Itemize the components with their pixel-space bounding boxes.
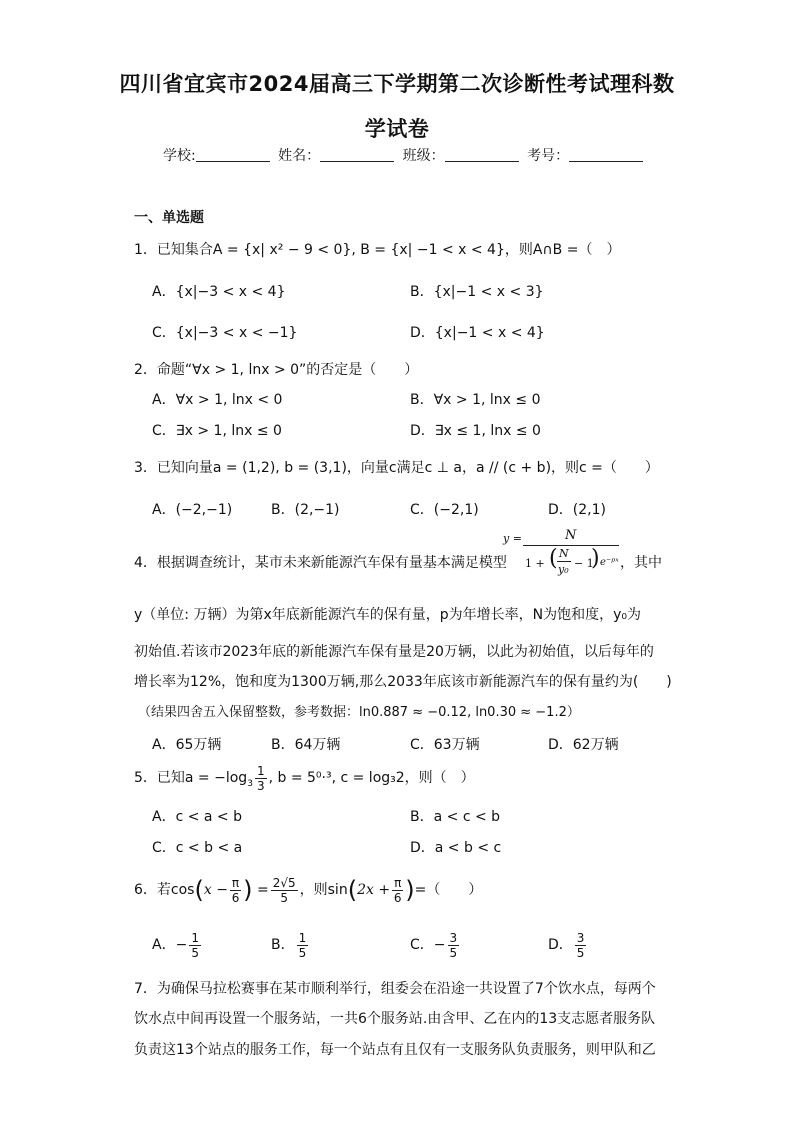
q6-arg1: x − <box>203 882 228 898</box>
q6-stem: 6．若cos(x − $\frac{\pi}{6}$ ) = $\frac{2√5}{5}$ ，则sin(2x + $\frac{\pi}{6}$ )=（ ） <box>134 875 483 905</box>
school-blank[interactable] <box>196 147 270 162</box>
school-label: 学校: <box>163 148 196 164</box>
q5-fraction <box>255 764 267 793</box>
q1-option-b: B．{x|−1 < x < 3} <box>410 284 544 300</box>
model-y: y = <box>503 532 522 545</box>
q5-stem-end: , b = 5⁰·³, c = log₃2，则（ ） <box>268 770 475 786</box>
q6-arg1-six: 6 <box>231 890 240 905</box>
class-label: 班级： <box>402 148 445 164</box>
q5-frac-num: 1 <box>256 763 265 778</box>
q5-frac-den: 3 <box>256 778 265 793</box>
q6-arg2-pi: π <box>394 875 402 890</box>
exam-title-line2: 学试卷 <box>364 117 430 141</box>
number-label: 考号： <box>527 148 570 164</box>
q3-stem: 3．已知向量a = (1,2), b = (3,1)，向量c满足c ⊥ a，a // (c + b)，则c =（ ） <box>134 460 659 476</box>
q4-option-d: D．62万辆 <box>548 737 619 753</box>
q5-log-base: 3 <box>247 778 253 789</box>
q6-option-a-num: 1 <box>191 930 199 945</box>
q6-option-d <box>548 928 588 962</box>
q4-option-a: A．65万辆 <box>152 737 222 753</box>
q6-option-a-label: A．− <box>152 937 188 953</box>
q4-line4: 增长率为12%，饱和度为1300万辆,那么2033年底该市新能源汽车的保有量约为( ) <box>134 674 672 690</box>
q6-value-num: 2√5 <box>272 875 296 890</box>
model-left-paren: ( <box>549 546 558 571</box>
q6-value-den: 5 <box>280 890 288 905</box>
q4-line3: 初始值.若该市2023年底的新能源汽车保有量是20万辆，以此为初始值，以后每年的 <box>134 644 654 660</box>
q3-option-d: D．(2,1) <box>548 502 606 518</box>
q7-line1: 7．为确保马拉松赛事在某市顺利举行，组委会在沿途一共设置了7个饮水点，每两个 <box>134 981 656 997</box>
q6-option-d-label: D． <box>548 937 573 953</box>
q1-stem: 1．已知集合A = {x| x² − 9 < 0}, B = {x| −1 < x < 4}，则A∩B =（ ） <box>134 242 621 258</box>
model-one-plus: 1 + <box>525 557 545 570</box>
q6-option-d-num: 3 <box>576 930 585 945</box>
name-label: 姓名： <box>278 148 321 164</box>
q6-option-c-den: 5 <box>449 945 458 960</box>
q3-option-a: A．(−2,−1) <box>152 502 233 518</box>
model-inner-den: y₀ <box>558 563 569 576</box>
model-fraction-bar <box>523 545 619 546</box>
q5-stem-start: 5．已知a = −log <box>134 770 248 786</box>
class-blank[interactable] <box>445 147 519 162</box>
q4-option-b: B．64万辆 <box>271 737 341 753</box>
q6-equals: = <box>256 882 269 898</box>
q1-option-c: C．{x|−3 < x < −1} <box>152 325 298 341</box>
q4-option-c: C．63万辆 <box>410 737 480 753</box>
q6-arg2-six: 6 <box>393 890 402 905</box>
q6-value-fraction <box>271 876 298 905</box>
q4-stem-end: ，其中 <box>620 555 662 571</box>
q6-option-b-den: 5 <box>298 945 307 960</box>
student-info-row <box>163 145 647 165</box>
q6-arg2-fraction <box>392 876 403 905</box>
growth-model-formula <box>503 530 619 590</box>
q2-option-c: C．∃x > 1, lnx ≤ 0 <box>152 423 282 439</box>
q2-stem: 2．命题“∀x > 1, lnx > 0”的否定是（ ） <box>134 362 419 378</box>
model-numerator: N <box>565 528 577 543</box>
name-blank[interactable] <box>320 147 394 162</box>
q5-option-b: B．a < c < b <box>410 809 501 825</box>
model-exponential: e⁻ᵖˣ <box>600 557 619 568</box>
model-inner-bar <box>557 561 571 562</box>
q6-option-c-num: 3 <box>449 930 458 945</box>
q5-option-d: D．a < b < c <box>410 840 502 856</box>
model-inner-num: N <box>559 547 569 560</box>
q6-option-b <box>271 928 310 962</box>
q6-option-d-den: 5 <box>576 945 585 960</box>
q2-option-a: A．∀x > 1, lnx < 0 <box>152 392 283 408</box>
q6-stem-mid: ，则sin <box>299 882 348 898</box>
q5-stem <box>134 761 475 795</box>
exam-title-line1: 四川省宜宾市2024届高三下学期第二次诊断性考试理科数 <box>119 72 675 96</box>
q5-option-c: C．c < b < a <box>152 840 243 856</box>
q6-arg1-pi: π <box>231 875 240 890</box>
q6-option-a-den: 5 <box>191 945 199 960</box>
q3-option-c: C．(−2,1) <box>410 502 479 518</box>
q6-arg2: 2x + <box>357 882 391 898</box>
q6-option-b-num: 1 <box>298 930 307 945</box>
q4-line2: y（单位: 万辆）为第x年底新能源汽车的保有量，p为年增长率，N为饱和度，y₀为 <box>134 607 641 623</box>
q7-line2: 饮水点中间再设置一个服务站，一共6个服务站.由含甲、乙在内的13支志愿者服务队 <box>134 1011 656 1027</box>
model-right-paren: ) <box>591 546 600 571</box>
q1-option-d: D．{x|−1 < x < 4} <box>410 325 545 341</box>
q6-stem-start: 6．若cos <box>134 882 195 898</box>
q6-option-c <box>410 928 461 962</box>
q4-stem-start: 4．根据调查统计，某市未来新能源汽车保有量基本满足模型 <box>134 555 507 571</box>
q3-option-b: B．(2,−1) <box>271 502 340 518</box>
q6-option-b-label: B． <box>271 937 295 953</box>
q4-line5: （结果四舍五入保留整数，参考数据：ln0.887 ≈ −0.12, ln0.30 ≈ −1.2） <box>138 705 580 720</box>
q6-option-c-label: C．− <box>410 937 446 953</box>
q6-option-a <box>152 928 203 962</box>
q5-option-a: A．c < a < b <box>152 809 243 825</box>
q2-option-b: B．∀x > 1, lnx ≤ 0 <box>410 392 541 408</box>
q7-line3: 负责这13个站点的服务工作，每一个站点有且仅有一支服务队负责服务，则甲队和乙 <box>134 1042 656 1058</box>
q6-stem-end: =（ ） <box>414 882 483 898</box>
number-blank[interactable] <box>569 147 643 162</box>
q1-option-a: A．{x|−3 < x < 4} <box>152 284 286 300</box>
q2-option-d: D．∃x ≤ 1, lnx ≤ 0 <box>410 423 541 439</box>
section-heading: 一、单选题 <box>134 210 204 226</box>
q6-arg1-fraction <box>230 876 241 905</box>
model-minus-one: − 1 <box>574 557 594 570</box>
